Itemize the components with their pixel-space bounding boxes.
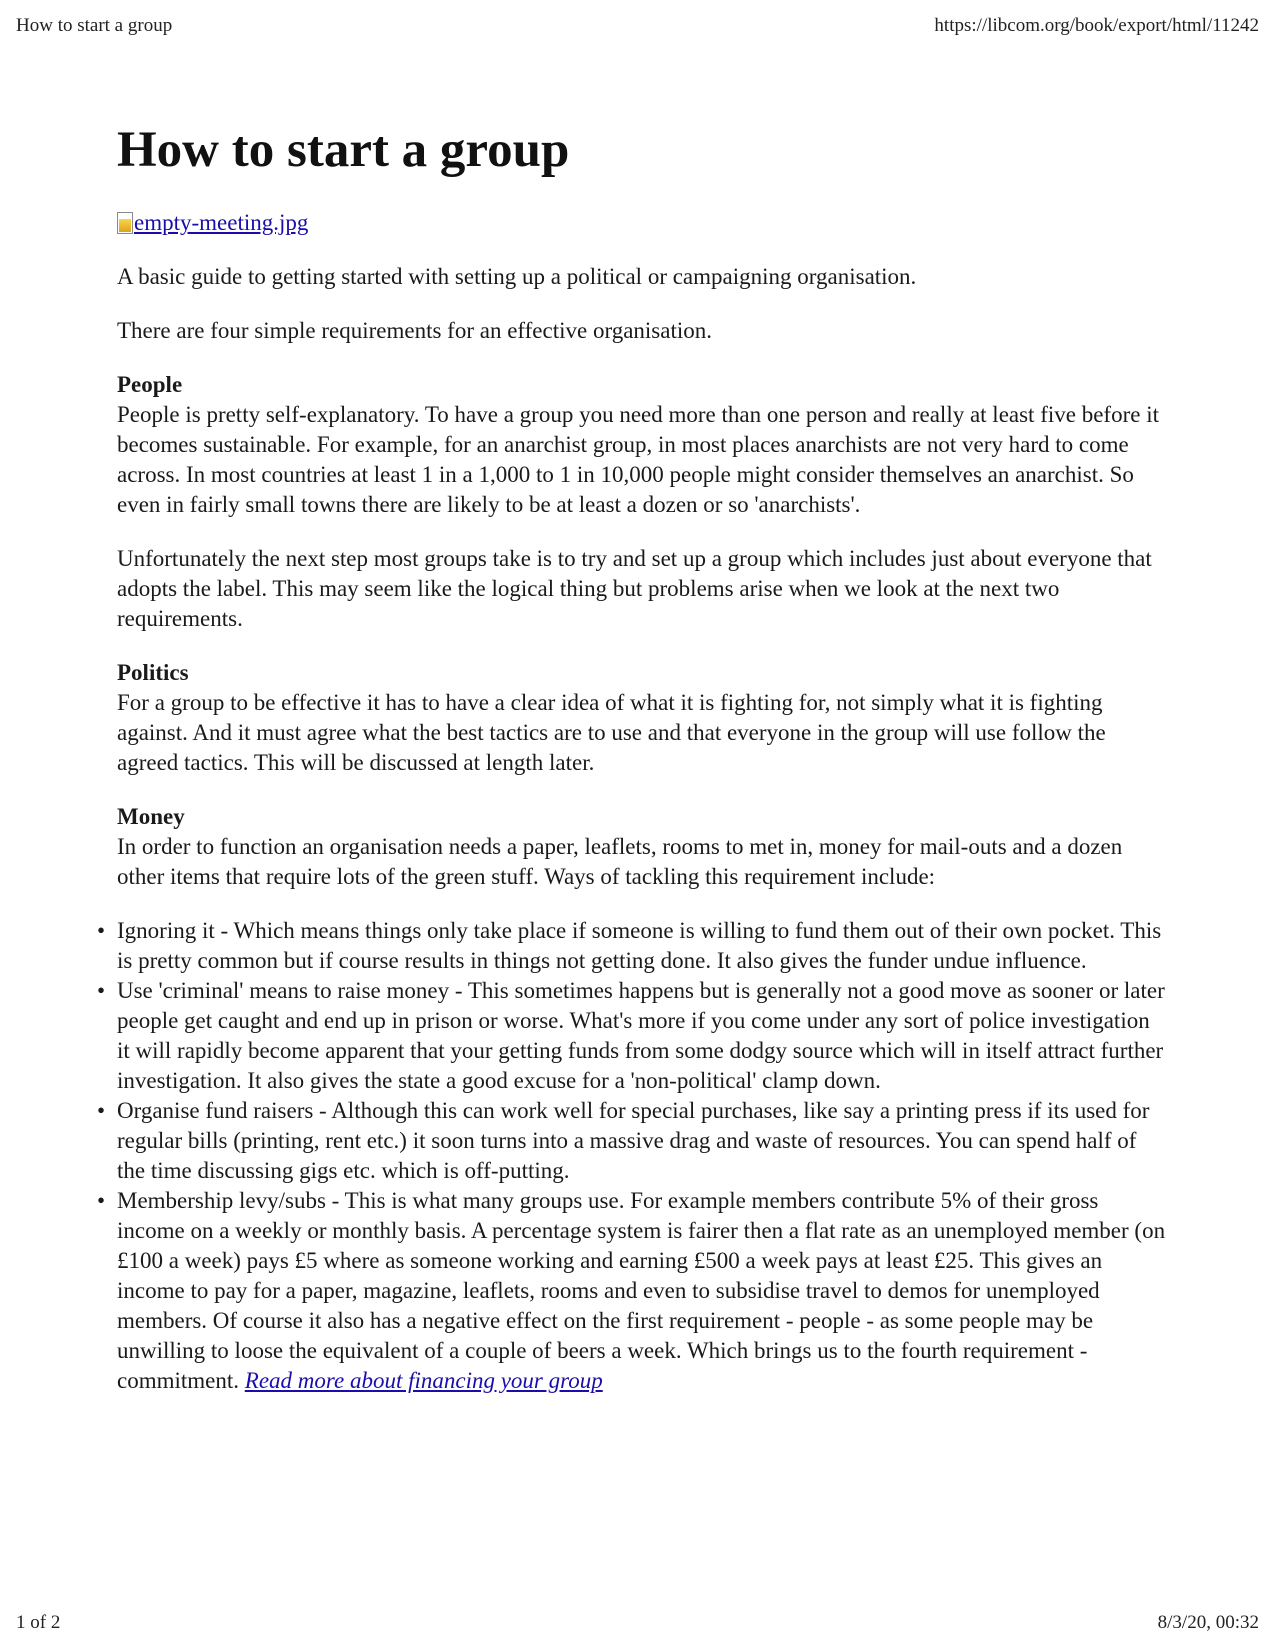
list-item: • Use 'criminal' means to raise money - This sometimes happens but is generally not a good move as sooner or later people get caught and end up in prison or worse. What's more if you come under any sort of police investigation it will rapidly become apparent that your getting funds from some dodgy source which will in itself attract further investigation. It also gives the state a good excuse for a 'non-political' clamp down. — [117, 976, 1167, 1096]
money-heading: Money — [117, 804, 185, 829]
politics-section — [117, 658, 1167, 778]
membership-levy-text: Membership levy/subs - This is what many groups use. For example members contribute 5% of their gross income on a weekly or monthly basis. A percentage system is fairer then a flat rate as an unemployed member (on £100 a week) pays £5 where as someone working and earning £500 a week pays at least £25. This gives an income to pay for a paper, magazine, leaflets, rooms and even to subsidise travel to demos for unemployed members. Of course it also has a negative effect on the first requirement - people - as some people may be unwilling to loose the equivalent of a couple of beers a week. Which brings us to the fourth requirement - commitment. — [117, 1188, 1166, 1393]
page-number: 1 of 2 — [16, 1612, 61, 1633]
people-section — [117, 370, 1167, 520]
print-header — [16, 15, 1259, 37]
money-body: In order to function an organisation needs a paper, leaflets, rooms to met in, money for mail-outs and a dozen other items that require lots of the green stuff. Ways of tackling this requirement include: — [117, 834, 1123, 889]
print-timestamp: 8/3/20, 00:32 — [1157, 1612, 1259, 1633]
article — [117, 120, 1167, 1396]
list-item: • Ignoring it - Which means things only take place if someone is willing to fund them out of their own pocket. This is pretty common but if course results in things not getting done. It also gives the funder undue influence. — [117, 916, 1167, 976]
print-footer — [16, 1612, 1259, 1634]
people-body: People is pretty self-explanatory. To have a group you need more than one person and really at least five before it becomes sustainable. For example, for an anarchist group, in most places anarchists are not very hard to come across. In most countries at least 1 in a 1,000 to 1 in 10,000 people might consider themselves an anarchist. So even in fairly small towns there are likely to be at least a dozen or so 'anarchists'. — [117, 402, 1159, 517]
print-header-url: https://libcom.org/book/export/html/11242 — [934, 15, 1259, 36]
requirements-intro: There are four simple requirements for an effective organisation. — [117, 318, 712, 343]
print-header-title: How to start a group — [16, 15, 173, 36]
page-title: How to start a group — [117, 122, 570, 178]
politics-body: For a group to be effective it has to have a clear idea of what it is fighting for, not simply what it is fighting against. And it must agree what the best tactics are to use and that everyone in the group will use follow the agreed tactics. This will be discussed at length later. — [117, 690, 1106, 775]
money-options-list — [117, 916, 1167, 1396]
read-more-link[interactable]: Read more about financing your group — [244, 1368, 603, 1393]
politics-heading: Politics — [117, 660, 189, 685]
money-section — [117, 802, 1167, 892]
attachment-link[interactable]: empty-meeting.jpg — [134, 210, 309, 235]
attachment — [117, 208, 1167, 238]
list-item — [117, 1186, 1167, 1396]
people-followup: Unfortunately the next step most groups take is to try and set up a group which includes just about everyone that adopts the label. This may seem like the logical thing but problems arise when we look at the next two requirements. — [117, 546, 1152, 631]
list-item: • Organise fund raisers - Although this can work well for special purchases, like say a printing press if its used for regular bills (printing, rent etc.) it soon turns into a massive drag and waste of resources. You can spend half of the time discussing gigs etc. which is off-putting. — [117, 1096, 1167, 1186]
people-heading: People — [117, 372, 183, 397]
intro-paragraph: A basic guide to getting started with setting up a political or campaigning organisation. — [117, 264, 917, 289]
image-file-icon — [117, 212, 133, 234]
